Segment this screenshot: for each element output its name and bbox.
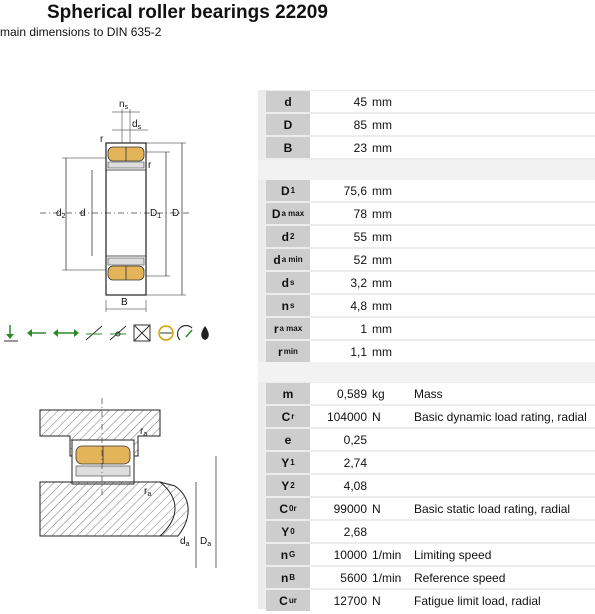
row-unit: mm: [372, 253, 392, 267]
row-unit: 1/min: [372, 548, 402, 562]
row-unit: mm: [372, 95, 392, 109]
row-value: 0,25: [343, 433, 367, 447]
row-unit: mm: [372, 230, 392, 244]
label-B: B: [121, 297, 128, 308]
angular-misalignment-icon: [110, 326, 126, 340]
row-value: 2,74: [343, 456, 367, 470]
row-symbol: D a max: [266, 203, 310, 224]
table-row: [266, 226, 595, 248]
row-description: Reference speed: [414, 571, 506, 585]
table-row: [266, 383, 595, 405]
row-symbol: D 1: [266, 180, 310, 201]
row-symbol: n G: [266, 544, 310, 565]
row-value-cell: [310, 226, 595, 247]
row-value-cell: [310, 498, 595, 519]
mounting-dimensions-diagram: [0, 358, 258, 609]
speed-icon: [178, 326, 192, 340]
row-symbol: D: [266, 114, 310, 135]
bearing-dimensions-diagram: [0, 90, 258, 350]
label-D: D: [172, 208, 180, 219]
label-d: d: [80, 208, 86, 219]
row-value-cell: [310, 341, 595, 362]
row-value: 0,589: [336, 387, 367, 401]
table-row: [266, 114, 595, 136]
row-symbol: C 0r: [266, 498, 310, 519]
table-row: [266, 180, 595, 202]
row-symbol: d a min: [266, 249, 310, 270]
row-symbol: r min: [266, 341, 310, 362]
row-symbol: C ur: [266, 590, 310, 611]
row-value: 2,68: [343, 525, 367, 539]
seal-icon: [159, 326, 173, 340]
row-value: 1: [360, 322, 367, 336]
table-row: [266, 137, 595, 159]
row-description: Fatigue limit load, radial: [414, 594, 541, 608]
row-value-cell: [310, 272, 595, 293]
label-r-top: r: [100, 134, 104, 145]
row-value: 10000: [333, 548, 367, 562]
row-value-cell: [310, 91, 595, 112]
row-value-cell: [310, 429, 595, 450]
table-row: [266, 249, 595, 271]
table-row: [266, 498, 595, 520]
row-value: 4,08: [343, 479, 367, 493]
row-unit: mm: [372, 141, 392, 155]
row-unit: mm: [372, 207, 392, 221]
row-value: 3,2: [350, 276, 367, 290]
row-description: Basic dynamic load rating, radial: [414, 410, 587, 424]
row-value-cell: [310, 567, 595, 588]
panel-gap: [258, 160, 595, 180]
row-value-cell: [310, 406, 595, 427]
row-value: 45: [353, 95, 367, 109]
row-value-cell: [310, 318, 595, 339]
row-value: 5600: [340, 571, 367, 585]
misalignment-icon: [86, 326, 102, 340]
label-ns: $n_s$: [119, 99, 129, 111]
row-symbol: Y 0: [266, 521, 310, 542]
row-description: Basic static load rating, radial: [414, 502, 571, 516]
row-symbol: d: [266, 91, 310, 112]
row-description: Mass: [414, 387, 443, 401]
row-value-cell: [310, 180, 595, 201]
row-symbol: Y 2: [266, 475, 310, 496]
row-unit: N: [372, 594, 381, 608]
row-value: 99000: [333, 502, 367, 516]
row-value: 78: [353, 207, 367, 221]
row-symbol: n s: [266, 295, 310, 316]
row-value: 12700: [333, 594, 367, 608]
row-symbol: C r: [266, 406, 310, 427]
table-row: [266, 544, 595, 566]
row-value-cell: [310, 249, 595, 270]
table-row: [266, 295, 595, 317]
row-unit: mm: [372, 276, 392, 290]
row-symbol: B: [266, 137, 310, 158]
row-symbol: e: [266, 429, 310, 450]
table-row: [266, 272, 595, 294]
label-da: $d_a$: [180, 536, 190, 548]
row-description: Limiting speed: [414, 548, 492, 562]
row-unit: mm: [372, 299, 392, 313]
row-unit: mm: [372, 345, 392, 359]
row-value: 55: [353, 230, 367, 244]
label-r-right: r: [148, 160, 152, 171]
row-unit: kg: [372, 387, 385, 401]
page-title: Spherical roller bearings 22209: [47, 2, 328, 23]
label-ra-bottom: $r_a$: [144, 486, 152, 498]
label-D1: $D_1$: [150, 208, 162, 220]
row-value-cell: [310, 114, 595, 135]
row-unit: mm: [372, 184, 392, 198]
row-symbol: Y 1: [266, 452, 310, 473]
table-row: [266, 475, 595, 497]
combined-load-icon: [53, 329, 79, 337]
row-value: 104000: [326, 410, 367, 424]
row-value: 52: [353, 253, 367, 267]
row-unit: N: [372, 410, 381, 424]
row-value: 4,8: [350, 299, 367, 313]
radial-load-icon: [27, 329, 46, 337]
row-value-cell: [310, 295, 595, 316]
label-Da: $D_a$: [200, 536, 212, 548]
row-value: 23: [353, 141, 367, 155]
row-value-cell: [310, 590, 595, 611]
table-row: [266, 406, 595, 428]
row-value-cell: [310, 544, 595, 565]
table-row: [266, 567, 595, 589]
row-symbol: m: [266, 383, 310, 404]
table-row: [266, 521, 595, 543]
row-unit: N: [372, 502, 381, 516]
row-unit: 1/min: [372, 571, 402, 585]
table-row: [266, 91, 595, 113]
floating-bearing-icon: [134, 325, 150, 341]
row-value-cell: [310, 137, 595, 158]
table-row: [266, 452, 595, 474]
row-value-cell: [310, 452, 595, 473]
table-row: [266, 318, 595, 340]
label-ds: $d_s$: [132, 119, 142, 131]
row-symbol: n B: [266, 567, 310, 588]
page-subtitle: main dimensions to DIN 635-2: [0, 25, 162, 39]
row-value: 75,6: [343, 184, 367, 198]
bearing-property-icons: [2, 322, 212, 344]
axial-load-icon: [4, 325, 18, 341]
table-row: [266, 341, 595, 363]
panel-gap: [258, 362, 595, 382]
row-value-cell: [310, 475, 595, 496]
row-unit: mm: [372, 322, 392, 336]
label-d2: $d_2$: [56, 208, 66, 220]
row-symbol: d 2: [266, 226, 310, 247]
row-value-cell: [310, 203, 595, 224]
row-unit: mm: [372, 118, 392, 132]
row-symbol: d s: [266, 272, 310, 293]
row-value: 85: [353, 118, 367, 132]
lubrication-icon: [201, 326, 209, 340]
row-value-cell: [310, 521, 595, 542]
row-value: 1,1: [350, 345, 367, 359]
table-row: [266, 429, 595, 451]
row-symbol: r a max: [266, 318, 310, 339]
table-row: [266, 203, 595, 225]
label-ra-top: $r_a$: [140, 426, 148, 438]
row-value-cell: [310, 383, 595, 404]
